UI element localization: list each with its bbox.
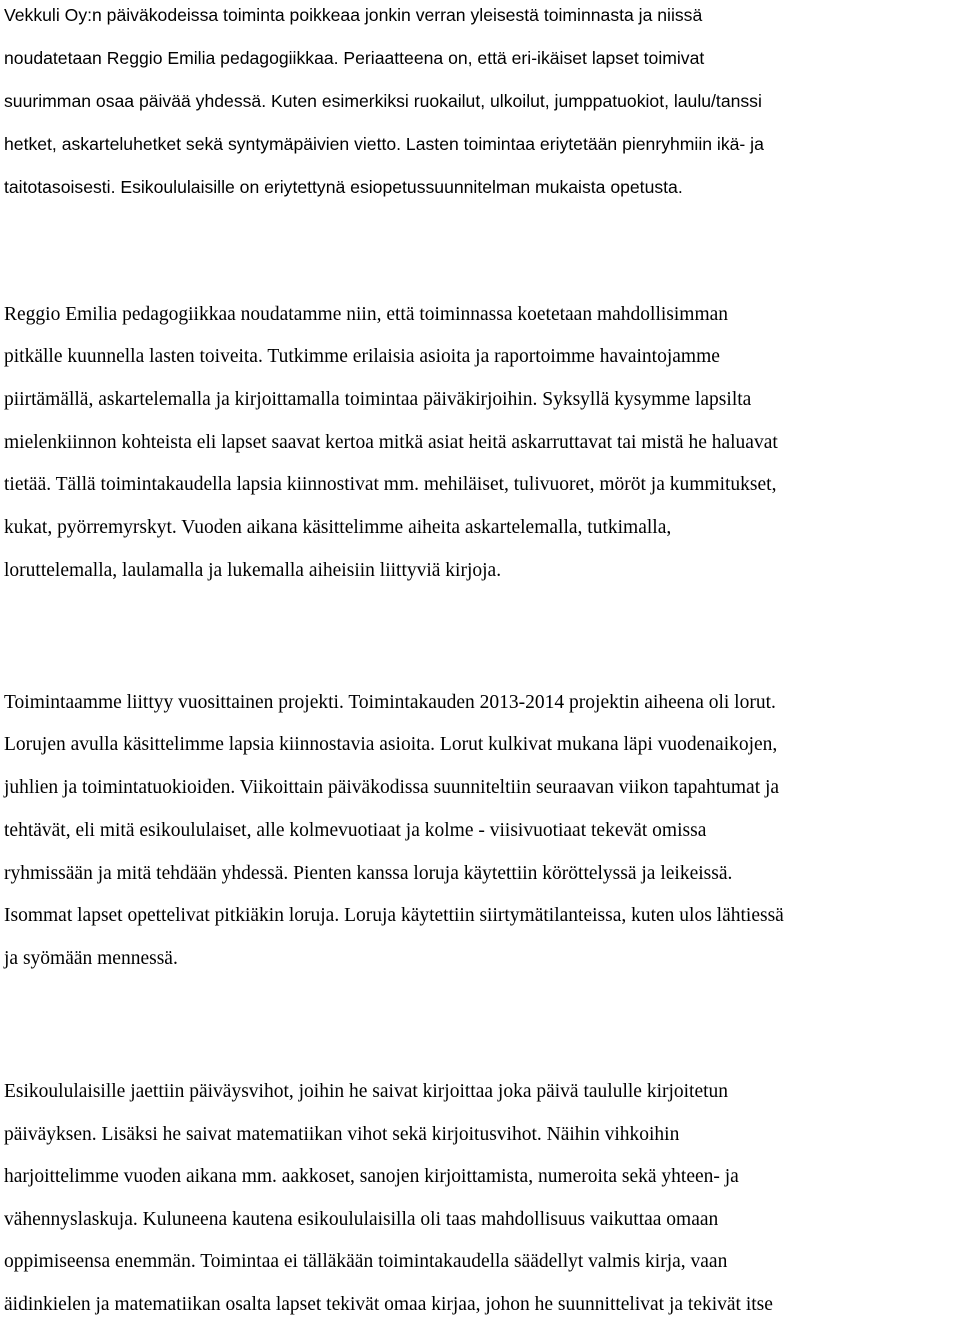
paragraph-line: Vekkuli Oy:n päiväkodeissa toiminta poikkeaa jonkin verran yleisestä toiminnasta ja niissä [4, 5, 703, 25]
paragraph-line: ja syömään mennessä. [4, 948, 178, 969]
paragraph-line: noudatetaan Reggio Emilia pedagogiikkaa. Periaatteena on, että eri-ikäiset lapset toimivat [4, 48, 705, 68]
paragraph-line: suurimman osaa päivää yhdessä. Kuten esimerkiksi ruokailut, ulkoilut, jumppatuokiot, laulu/tanssi [4, 91, 762, 111]
paragraph-line: Toimintaamme liittyy vuosittainen projekti. Toimintakauden 2013-2014 projektin aiheena oli lorut. [4, 692, 776, 713]
paragraph-line: tehtävät, eli mitä esikoululaiset, alle kolmevuotiaat ja kolme - viisivuotiaat tekevät omissa [4, 820, 707, 841]
paragraph-line: mielenkiinnon kohteista eli lapset saavat kertoa mitkä asiat heitä askarruttavat tai mistä he haluavat [4, 432, 778, 453]
paragraph-line: loruttelemalla, laulamalla ja lukemalla aiheisiin liittyviä kirjoja. [4, 560, 502, 581]
paragraph-line: päiväyksen. Lisäksi he saivat matematiikan vihot sekä kirjoitusvihot. Näihin vihkoihin [4, 1124, 680, 1145]
paragraph-line: juhlien ja toimintatuokioiden. Viikoittain päiväkodissa suunniteltiin seuraavan viikon tapahtumat ja [4, 777, 780, 798]
paragraph-line: ryhmissään ja mitä tehdään yhdessä. Pienten kanssa loruja käytettiin köröttelyssä ja leikeissä. [4, 863, 733, 884]
paragraph-line: vähennyslaskuja. Kuluneena kautena esikoululaisilla oli taas mahdollisuus vaikuttaa omaan [4, 1209, 719, 1230]
paragraph-line: piirtämällä, askartelemalla ja kirjoittamalla toimintaa päiväkirjoihin. Syksyllä kysymme lapsilta [4, 389, 752, 410]
paragraph-line: harjoittelimme vuoden aikana mm. aakkoset, sanojen kirjoittamista, numeroita sekä yhteen- ja [4, 1166, 739, 1187]
paragraph-line: kukat, pyörremyrskyt. Vuoden aikana käsittelimme aiheita askartelemalla, tutkimalla, [4, 517, 672, 538]
paragraph-line: Esikoululaisille jaettiin päiväysvihot, joihin he saivat kirjoittaa joka päivä taululle kirjoitetun [4, 1081, 729, 1102]
paragraph-line: taitotasoisesti. Esikoululaisille on eriytettynä esiopetussuunnitelman mukaista opetusta. [4, 177, 683, 197]
paragraph-line: Lorujen avulla käsittelimme lapsia kiinnostavia asioita. Lorut kulkivat mukana läpi vuodenaikojen, [4, 734, 778, 755]
paragraph-line: Reggio Emilia pedagogiikkaa noudatamme niin, että toiminnassa koetetaan mahdollisimman [4, 304, 729, 325]
paragraph-line: tietää. Tällä toimintakaudella lapsia kiinnostivat mm. mehiläiset, tulivuoret, möröt ja kummitukset, [4, 474, 777, 495]
paragraph-line: pitkälle kuunnella lasten toiveita. Tutkimme erilaisia asioita ja raportoimme havaintojamme [4, 346, 720, 367]
paragraph-line: oppimiseensa enemmän. Toimintaa ei tälläkään toimintakaudella säädellyt valmis kirja, vaan [4, 1251, 728, 1272]
paragraph-line: hetket, askarteluhetket sekä syntymäpäivien vietto. Lasten toimintaa eriytetään pienryhmiin ikä- ja [4, 134, 764, 154]
paragraph-line: äidinkielen ja matematiikan osalta lapset tekivät omaa kirjaa, johon he suunnittelivat ja tekivät itse [4, 1294, 773, 1315]
paragraph-line: Isommat lapset opettelivat pitkiäkin loruja. Loruja käytettiin siirtymätilanteissa, kuten ulos lähtiessä [4, 905, 784, 926]
